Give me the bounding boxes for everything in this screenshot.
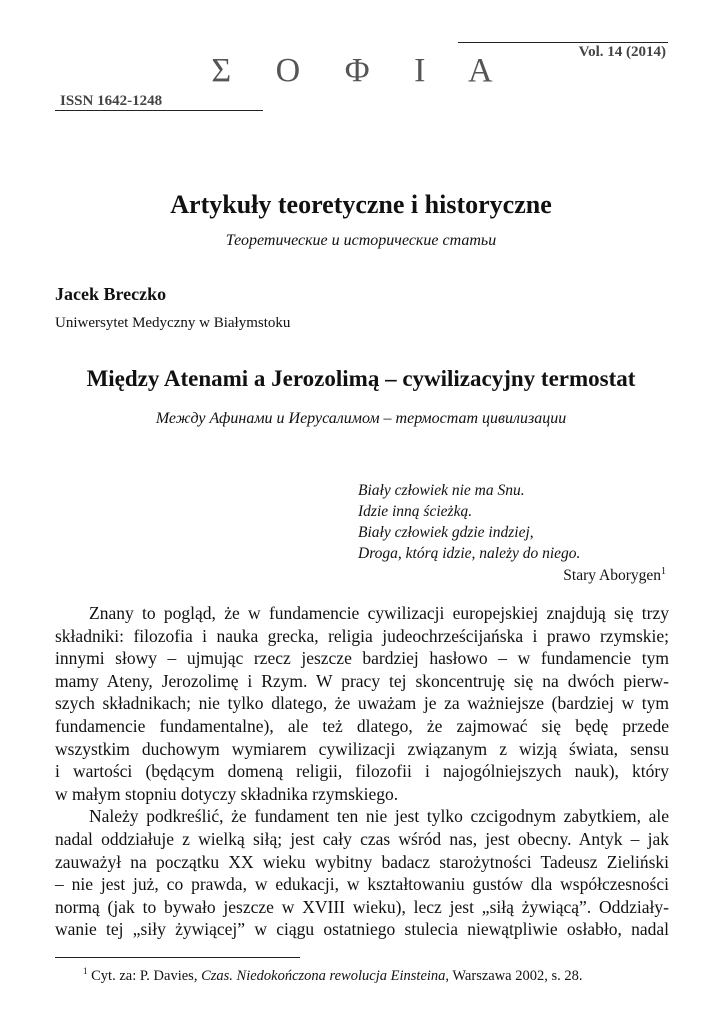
- article-subtitle: Между Афинами и Иерусалимом – термостат цивилизации: [155, 410, 567, 427]
- author-affiliation: Uniwersytet Medyczny w Białymstoku: [55, 315, 291, 331]
- epigraph: [358, 480, 668, 564]
- footnote-reference[interactable]: 1: [661, 566, 666, 577]
- volume-label: Vol. 14 (2014): [578, 44, 666, 60]
- body-line: wanie tej „siły żywiącej” w ciągu ostatniego stulecia niewątpliwie osłabło, nadal: [55, 919, 669, 940]
- footnote-rule: [55, 957, 300, 958]
- footnote-mark: 1: [83, 966, 88, 976]
- issn-label: ISSN 1642-1248: [60, 93, 163, 109]
- body-line: normą (jak to bywało jeszcze w XVIII wieku), lecz jest „siłą żywiącą”. Oddziały-: [55, 896, 669, 917]
- header-rule-top: [458, 42, 668, 43]
- footnote-book-title: Czas. Niedokończona rewolucja Einsteina: [201, 968, 446, 984]
- body-line: Należy podkreślić, że fundament ten nie jest tylko czcigodnym zabytkiem, ale: [89, 806, 669, 827]
- epigraph-attribution: [563, 566, 666, 585]
- header-rule-bottom: [55, 110, 263, 111]
- footnote-text-after: , Warszawa 2002, s. 28.: [445, 968, 583, 984]
- body-line: Znany to pogląd, że w fundamencie cywilizacji europejskiej znajdują się trzy: [89, 603, 669, 623]
- body-line: i wartości (będącym domeną religii, filozofii i najogólniejszych nauk), który: [55, 761, 669, 782]
- body-line: wszystkim duchowym wymiarem cywilizacji związanym z wizją świata, sensu: [55, 738, 669, 759]
- epigraph-line: Biały człowiek nie ma Snu.: [358, 482, 525, 499]
- epigraph-line: Biały człowiek gdzie indziej,: [358, 524, 534, 541]
- footnote: [55, 966, 669, 985]
- section-title: Artykuły teoretyczne i historyczne: [170, 190, 552, 219]
- body-line: w małym stopniu dotyczy składnika rzymskiego.: [55, 783, 399, 804]
- body-line: zauważył na początku XX wieku wybitny badacz starożytności Tadeusz Zieliński: [55, 851, 669, 872]
- body-line: innymi słowy – ujmując rzecz jeszcze bardziej hasłowo – w fundamencie tym: [55, 648, 669, 669]
- section-subtitle: Теоретические и исторические статьи: [225, 232, 497, 249]
- article-title: Między Atenami a Jerozolimą – cywilizacyjny termostat: [86, 366, 636, 391]
- author-name: Jacek Breczko: [55, 284, 167, 304]
- body-line: nadal oddziałuje z wielką siłą; jest cały czas wśród nas, jest obecny. Antyk – jak: [55, 828, 669, 849]
- body-line: – nie jest już, co prawda, w edukacji, w kształtowaniu gustów dla współczesności: [55, 874, 669, 895]
- epigraph-line: Idzie inną ścieżką.: [358, 503, 473, 520]
- body-line: składniki: filozofia i nauka grecka, religia judeochrześcijańska i prawo rzymskie;: [55, 625, 669, 646]
- epigraph-line: Droga, którą idzie, należy do niego.: [358, 545, 581, 562]
- epigraph-attribution-text: Stary Aborygen: [563, 567, 661, 584]
- body-line: fundamencie fundamentalne), ale też dlatego, że zajmować się będę przede: [55, 715, 669, 736]
- body-line: szych składnikach; nie tylko dlatego, że uważam je za ważniejsze (bardziej w tym: [55, 693, 669, 714]
- footnote-text-before: Cyt. za: P. Davies,: [91, 968, 202, 984]
- body-text: [55, 602, 669, 941]
- journal-title: Σ Ο Φ Ι Α: [211, 52, 511, 89]
- body-line: mamy Ateny, Jerozolimę i Rzym. W pracy tej skoncentruję się na dwóch pierw-: [55, 670, 669, 691]
